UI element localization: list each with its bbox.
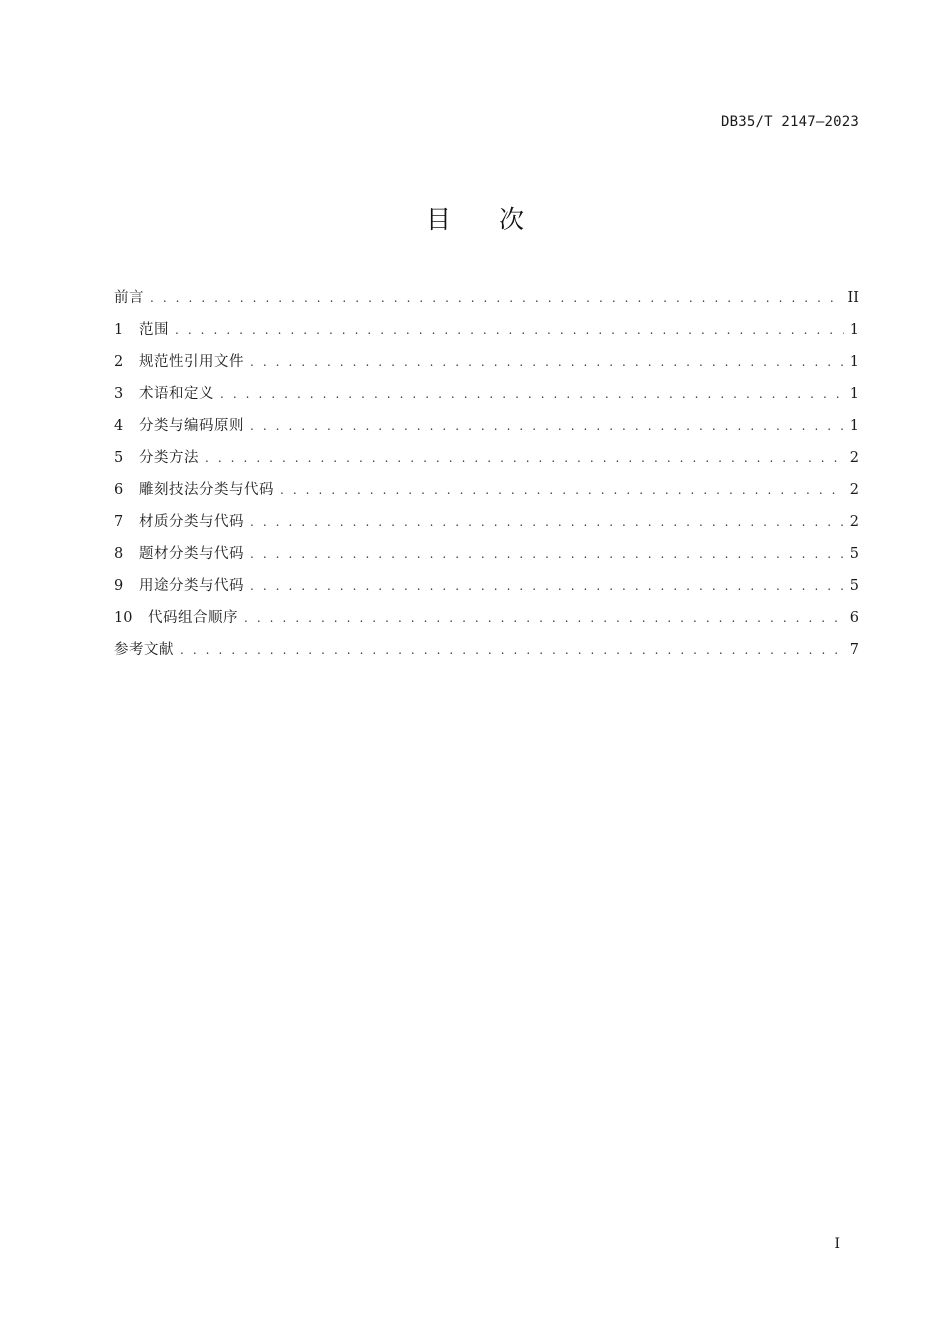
toc-entry-9[interactable] [114, 575, 859, 607]
toc-leader-dots [173, 319, 844, 341]
toc-entry-number: 2 [114, 354, 124, 370]
toc-leader-dots [218, 383, 844, 405]
toc-entry-number: 10 [114, 610, 133, 626]
toc-entry-page: 7 [849, 642, 859, 658]
toc-entry-label: 分类与编码原则 [139, 418, 244, 434]
toc-entry-label: 用途分类与代码 [139, 578, 244, 594]
toc-leader-dots [203, 447, 844, 469]
toc-entry-number: 9 [114, 578, 124, 594]
toc-list [114, 287, 859, 671]
toc-entry-number: 3 [114, 386, 124, 402]
toc-entry-5[interactable] [114, 447, 859, 479]
toc-entry-page: 2 [849, 514, 859, 530]
toc-leader-dots [248, 575, 844, 597]
toc-title-right: 次 [499, 205, 525, 234]
toc-entry-number: 5 [114, 450, 124, 466]
toc-entry-label: 题材分类与代码 [139, 546, 244, 562]
toc-entry-page: 1 [849, 386, 859, 402]
toc-entry-10[interactable] [114, 607, 859, 639]
toc-entry-references[interactable] [114, 639, 859, 671]
toc-leader-dots [248, 543, 844, 565]
toc-leader-dots [242, 607, 844, 629]
toc-entry-label: 代码组合顺序 [148, 610, 238, 626]
toc-entry-page: 5 [849, 578, 859, 594]
toc-title [0, 200, 950, 236]
toc-entry-number: 8 [114, 546, 124, 562]
toc-entry-page: 2 [849, 482, 859, 498]
toc-entry-8[interactable] [114, 543, 859, 575]
toc-entry-page: II [847, 290, 859, 306]
toc-entry-label: 规范性引用文件 [139, 354, 244, 370]
toc-entry-label: 雕刻技法分类与代码 [139, 482, 274, 498]
toc-entry-7[interactable] [114, 511, 859, 543]
toc-entry-4[interactable] [114, 415, 859, 447]
toc-entry-2[interactable] [114, 351, 859, 383]
toc-entry-page: 5 [849, 546, 859, 562]
toc-entry-1[interactable] [114, 319, 859, 351]
toc-leader-dots [248, 415, 844, 437]
toc-entry-label: 范围 [139, 322, 169, 338]
toc-entry-number: 4 [114, 418, 124, 434]
document-code: DB35/T 2147—2023 [720, 114, 859, 130]
toc-entry-label: 分类方法 [139, 450, 199, 466]
toc-entry-6[interactable] [114, 479, 859, 511]
toc-leader-dots [148, 287, 842, 309]
toc-entry-label: 术语和定义 [139, 386, 214, 402]
toc-entry-page: 1 [849, 354, 859, 370]
toc-leader-dots [248, 351, 844, 373]
toc-leader-dots [248, 511, 844, 533]
toc-entry-label: 前言 [114, 290, 144, 306]
toc-entry-number: 6 [114, 482, 124, 498]
page-number: I [834, 1236, 840, 1252]
toc-leader-dots [178, 639, 844, 661]
toc-entry-number: 1 [114, 322, 124, 338]
toc-entry-page: 1 [849, 418, 859, 434]
toc-entry-page: 1 [849, 322, 859, 338]
toc-title-left: 目 [425, 205, 451, 234]
toc-entry-label: 材质分类与代码 [139, 514, 244, 530]
toc-entry-number: 7 [114, 514, 124, 530]
toc-entry-label: 参考文献 [114, 642, 174, 658]
toc-leader-dots [278, 479, 844, 501]
toc-entry-page: 2 [849, 450, 859, 466]
toc-entry-page: 6 [849, 610, 859, 626]
toc-entry-3[interactable] [114, 383, 859, 415]
toc-entry-foreword[interactable] [114, 287, 859, 319]
